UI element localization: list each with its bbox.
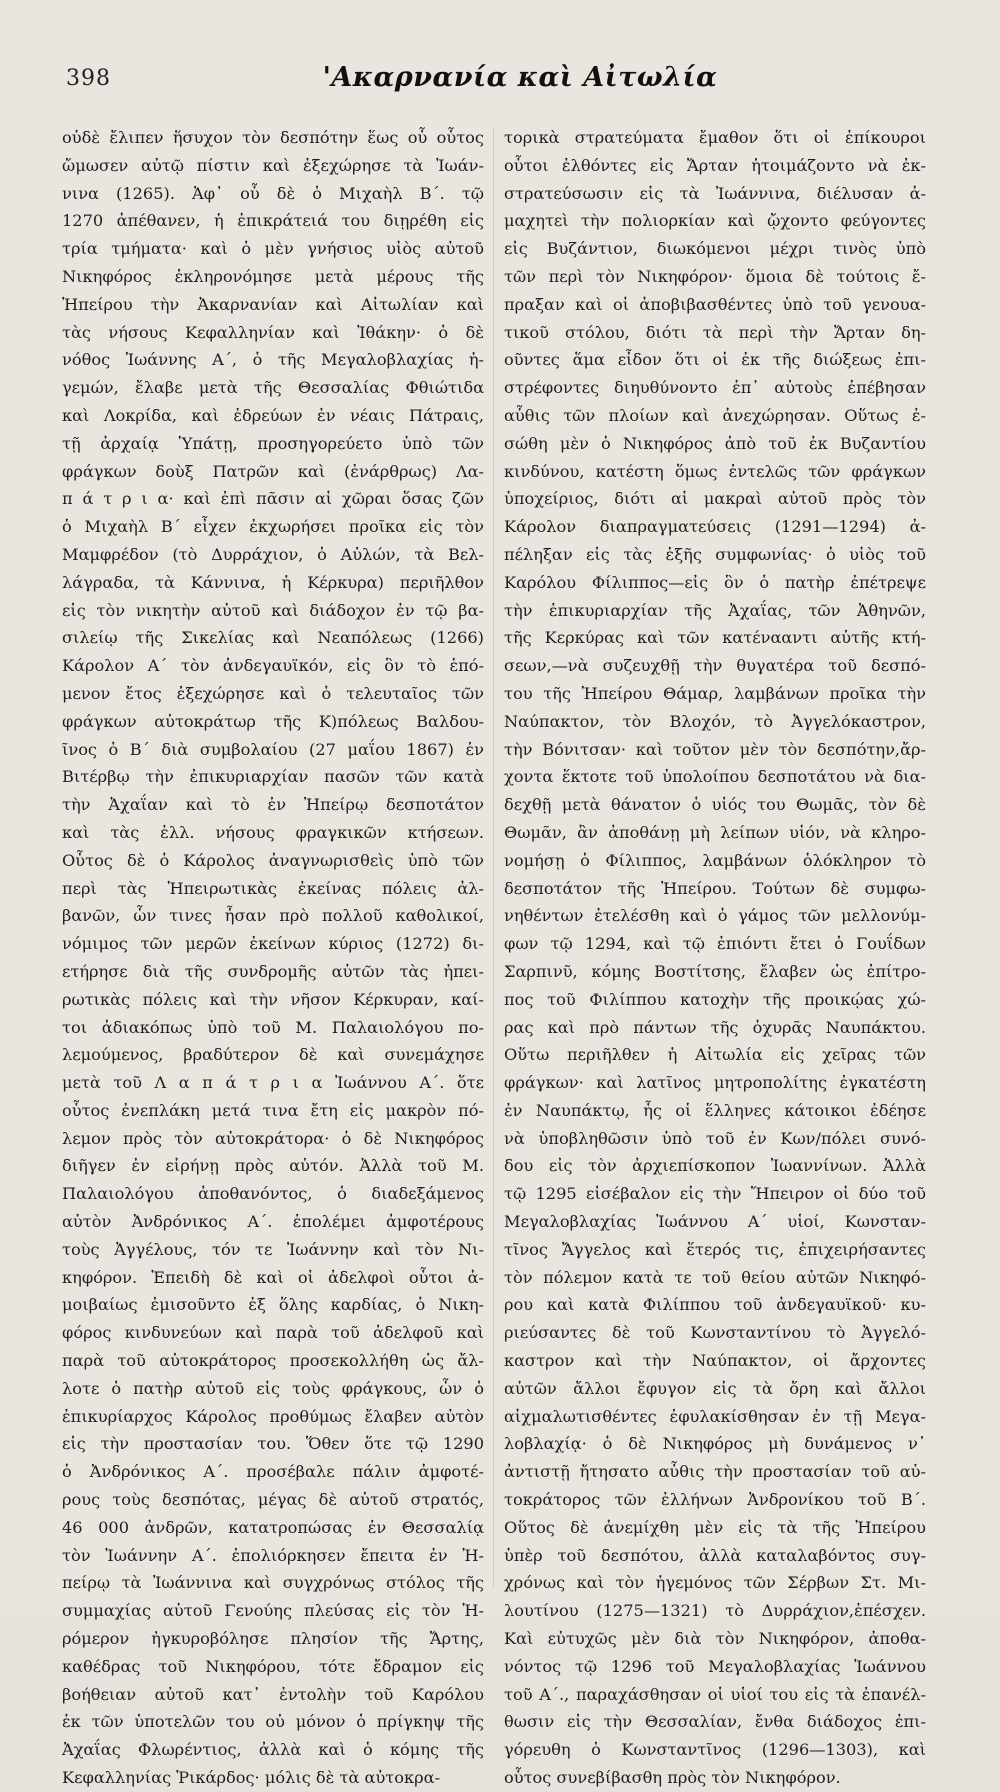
right-column-line: φων τῷ 1294, καὶ τῷ ἐπιόντι ἔτει ὁ Γουΐδων: [504, 934, 926, 954]
left-column-line: τοι ἀδιακόπως ὑπὸ τοῦ Μ. Παλαιολόγου πο-: [62, 1017, 484, 1037]
left-column-line: ἐκ τῶν ὑποτελῶν του οὐ μόνον ὁ πρίγκηψ τῆς: [62, 1712, 484, 1732]
left-column-line: λάγραδα, τὰ Κάννινα, ἡ Κέρκυρα) περιῆλθον: [62, 572, 484, 592]
right-column-line: γόρευθη ὁ Κωνσταντῖνος (1296—1303), καὶ: [504, 1740, 926, 1760]
right-column-line: ρας καὶ πρὸ πάντων τῆς ὀχυρᾶς Ναυπάκτου.: [504, 1017, 926, 1037]
right-column-line: νηθέντων ἐτελέσθη καὶ ὁ γάμος τῶν μελλονύμ-: [504, 906, 926, 926]
right-column-line: δεσποτάτον τῆς Ἠπείρου. Τούτων δὲ συμφω-: [504, 878, 926, 898]
left-column-line: καθέδρας τοῦ Νικηφόρου, τότε ἔδραμον εἰς: [62, 1656, 484, 1676]
right-column-line: Οὕτω περιῆλθεν ἡ Αἰτωλία εἰς χεῖρας τῶν: [504, 1045, 926, 1065]
right-column-line: χοντα ἕκτοτε τοῦ ὑπολοίπου δεσποτάτου νὰ δια-: [504, 767, 926, 787]
left-column: [62, 124, 484, 1792]
right-column-line: ὑπὲρ τοῦ δεσπότου, ἀλλὰ καταλαβόντος συγ-: [504, 1545, 926, 1565]
right-column-line: Καρόλου Φίλιππος—εἰς ὃν ὁ πατὴρ ἐπέτρεψε: [504, 572, 926, 592]
left-column-line: μενον ἔτος ἐξεχώρησε καὶ ὁ τελευταῖος τῶν: [62, 683, 484, 703]
left-column-line: νόθος Ἰωάννης Α΄, ὁ τῆς Μεγαλοβλαχίας ἡ-: [62, 350, 484, 370]
right-column-line: ἀντιστῇ ἤτησατο αὖθις τὴν προστασίαν τοῦ αὐ-: [504, 1462, 926, 1482]
left-column-line: ετήρησε διὰ τῆς συνδρομῆς αὐτῶν τὰς ἠπει-: [62, 961, 484, 981]
right-column-line: Μεγαλοβλαχίας Ἰωάννου Α΄ υἱοί, Κωνσταν-: [504, 1212, 926, 1232]
left-column-line: οὐδὲ ἔλιπεν ἥσυχον τὸν δεσπότην ἕως οὗ οὗτος: [62, 128, 484, 147]
left-column-line: περὶ τὰς Ἠπειρωτικὰς ἐκείνας πόλεις ἀλ-: [62, 878, 484, 898]
left-column-line: πείρῳ τὰ Ἰωάννινα καὶ συγχρόνως στόλος τῆς: [62, 1573, 484, 1593]
left-column-line: Παλαιολόγου ἀποθανόντος, ὁ διαδεξάμενος: [62, 1184, 484, 1204]
right-column-line: τὴν ἐπικυριαρχίαν τῆς Ἀχαΐας, τῶν Ἀθηνῶν,: [504, 600, 926, 620]
left-column-line: φράγκων αὐτοκράτωρ τῆς Κ)πόλεως Βαλδου-: [62, 711, 484, 731]
right-column-line: τὴν Βόνιτσαν· καὶ τοῦτον μὲν τὸν δεσπότην,ἄρ-: [504, 739, 926, 759]
right-column-line: ριεύσαντες δὲ τοῦ Κωνσταντίνου τὸ Ἀγγελό-: [504, 1323, 926, 1343]
right-column-line: θωσιν εἰς τὴν Θεσσαλίαν, ἔνθα διάδοχος ἐπι-: [504, 1712, 926, 1732]
right-column-line: Σαρπινῦ, κόμης Βοστίτσης, ἔλαβεν ὡς ἐπίτρο-: [504, 961, 926, 981]
left-column-line: γεμών, ἔλαβε μετὰ τῆς Θεσσαλίας Φθιώτιδα: [62, 378, 484, 398]
left-column-line: αὐτὸν Ἀνδρόνικος Α΄. ἐπολέμει ἀμφοτέρους: [62, 1212, 484, 1232]
left-column-line: τῇ ἀρχαίᾳ Ὑπάτῃ, προσηγορεύετο ὑπὸ τῶν: [62, 433, 484, 453]
left-column-line: εἰς τὸν νικητὴν αὐτοῦ καὶ διάδοχον ἐν τῷ βα-: [62, 600, 484, 620]
left-column-line: Νικηφόρος ἐκληρονόμησε μετὰ μέρους τῆς: [62, 266, 484, 286]
right-column-line: νόντος τῷ 1296 τοῦ Μεγαλοβλαχίας Ἰωάννου: [504, 1656, 926, 1676]
left-column-line: φόρος κινδυνεύων καὶ παρὰ τοῦ ἀδελφοῦ καὶ: [62, 1323, 484, 1343]
left-column-line: Μαμφρέδον (τὸ Δυρράχιον, ὁ Αὐλών, τὰ Βελ-: [62, 544, 484, 564]
left-column-line: εἰς τὴν προστασίαν του. Ὅθεν ὅτε τῷ 1290: [62, 1434, 484, 1454]
right-column-line: σώθη μὲν ὁ Νικηφόρος ἀπὸ τοῦ ἐκ Βυζαντίου: [504, 433, 926, 453]
left-column-line: Κάρολον Α΄ τὸν ἀνδεγαυϊκόν, εἰς ὃν τὸ ἑπό-: [62, 656, 484, 676]
right-column-line: χρόνως καὶ τὸν ἡγεμόνος τῶν Σέρβων Στ. Μι-: [504, 1573, 926, 1593]
right-column-line: μαχητεὶ τὴν πολιορκίαν καὶ ᾤχοντο φεύγοντες: [504, 211, 926, 231]
left-column-line: μετὰ τοῦ Λ α π ά τ ρ ι α Ἰωάννου Α΄. ὅτε: [62, 1073, 484, 1093]
right-column-line: στρατεύσωσιν εἰς τὰ Ἰωάννινα, διέλυσαν ἀ-: [504, 183, 926, 203]
page-header: [0, 58, 1000, 98]
right-column-line: τικοῦ στόλου, διότι τὰ περὶ τὴν Ἄρταν δη-: [504, 322, 926, 342]
left-column-line: ὁ Μιχαὴλ Β΄ εἶχεν ἐκχωρήσει προῖκα εἰς τὸν: [62, 517, 484, 537]
right-column-line: του τῆς Ἠπείρου Θάμαρ, λαμβάνων προῖκα τὴν: [504, 683, 926, 703]
left-column-line: μοιβαίως ἐμισοῦντο ἐξ ὅλης καρδίας, ὁ Νικη-: [62, 1295, 484, 1315]
right-column-line: νομήσῃ ὁ Φίλιππος, λαμβάνων ὁλόκληρον τὸ: [504, 850, 926, 870]
left-column-line: φράγκων δοὺξ Πατρῶν καὶ (ἐνάρθρως) Λα-: [62, 461, 484, 481]
left-column-line: τὴν Ἀχαΐαν καὶ τὸ ἐν Ἠπείρῳ δεσποτάτον: [62, 795, 484, 815]
left-column-line: νινα (1265). Ἀφ᾽ οὗ δὲ ὁ Μιχαὴλ Β΄. τῷ: [62, 183, 484, 203]
left-column-line: λοτε ὁ πατὴρ αὐτοῦ εἰς τοὺς φράγκους, ὧν ὁ: [62, 1378, 484, 1398]
left-column-line: λεμον πρὸς τὸν αὐτοκράτορα· ὁ δὲ Νικηφόρος: [62, 1128, 484, 1148]
right-column-line: οῦντες ἅμα εἶδον ὅτι οἱ ἐκ τῆς διώξεως ἐπι-: [504, 350, 926, 370]
left-column-line: παρὰ τοῦ αὐτοκράτορος προσεκολλήθη ὡς ἄλ-: [62, 1351, 484, 1371]
right-column-line: Οὕτος δὲ ἀνεμίχθη μὲν εἰς τὰ τῆς Ἠπείρου: [504, 1517, 926, 1537]
left-column-line: ρόμερον ἠγκυροβόλησε πλησίον τῆς Ἄρτης,: [62, 1629, 484, 1649]
right-column-line: τῆς Κερκύρας καὶ τῶν κατένααντι αὐτῆς κτή-: [504, 628, 926, 648]
right-column-line: οὗτος συνεβίβασθη πρὸς τὸν Νικηφόρον.: [504, 1768, 841, 1788]
right-column-line: φράγκων· καὶ λατῖνος μητροπολίτης ἐγκατέστη: [504, 1073, 926, 1093]
left-column-line: ρους τοὺς δεσπότας, μέγας δὲ αὐτοῦ στρατός,: [62, 1490, 484, 1510]
right-column-line: αὖθις τῶν πλοίων καὶ ἀνεχώρησαν. Οὕτως ἐ-: [504, 405, 926, 425]
right-column-line: τοκράτορος τῶν ἑλλήνων Ἀνδρονίκου τοῦ Β΄.: [504, 1490, 926, 1510]
left-column-line: βανῶν, ὧν τινες ἦσαν πρὸ πολλοῦ καθολικοί,: [62, 906, 484, 926]
right-column-line: στρέφοντες διηυθύνοντο ἐπ᾽ αὐτοὺς ἐπέβησαν: [504, 378, 926, 398]
left-column-line: καὶ τὰς ἑλλ. νήσους φραγκικῶν κτήσεων.: [62, 822, 484, 842]
right-column-line: τορικὰ στρατεύματα ἔμαθον ὅτι οἱ ἐπίκουροι: [504, 128, 926, 147]
left-column-line: τὸν Ἰωάννην Α΄. ἐπολιόρκησεν ἔπειτα ἐν Ἠ-: [62, 1545, 484, 1565]
left-column-line: Ἀχαΐας Φλωρέντιος, ἀλλὰ καὶ ὁ κόμης τῆς: [62, 1740, 484, 1760]
right-column-line: τῶν περὶ τὸν Νικηφόρον· ὅμοια δὲ τούτοις ἔ-: [504, 266, 926, 286]
left-column-line: σιλείῳ τῆς Σικελίας καὶ Νεαπόλεως (1266): [62, 628, 484, 648]
column-divider: [493, 128, 494, 1588]
left-column-line: ἐπικυρίαρχος Κάρολος προθύμως ἔλαβεν αὐτὸν: [62, 1406, 484, 1426]
right-column-line: αἰχμαλωτισθέντες ἐφυλακίσθησαν ἐν τῇ Μεγα-: [504, 1406, 926, 1426]
right-column-line: ἐν Ναυπάκτῳ, ἧς οἱ ἕλληνες κάτοικοι ἐδέησε: [504, 1100, 926, 1120]
left-column-line: τὰς νήσους Κεφαλληνίαν καὶ Ἰθάκην· ὁ δὲ: [62, 322, 484, 342]
right-column-line: πος τοῦ Φιλίππου κατοχὴν τῆς προικῴας χώ-: [504, 989, 926, 1009]
left-column-line: διῆγεν ἐν εἰρήνῃ πρὸς αὐτόν. Ἀλλὰ τοῦ Μ.: [62, 1156, 484, 1176]
left-column-line: ὤμωσεν αὐτῷ πίστιν καὶ ἐξεχώρησε τὰ Ἰωάν-: [62, 155, 484, 175]
left-column-line: Οὗτος δὲ ὁ Κάρολος ἀναγνωρισθεὶς ὑπὸ τῶν: [62, 850, 484, 870]
right-column-line: τὸν πόλεμον κατὰ τε τοῦ θείου αὐτῶν Νικηφό-: [504, 1267, 926, 1287]
right-column-line: κινδύνου, κατέστη ὅμως ἐντελῶς τῶν φράγκων: [504, 461, 926, 481]
right-column-line: Κάρολον διαπραγματεύσεις (1291—1294) ἀ-: [504, 517, 926, 537]
right-column-line: δεχθῇ μετὰ θάνατον ὁ υἱός του Θωμᾶς, τὸν δὲ: [504, 795, 926, 815]
left-column-line: 1270 ἀπέθανεν, ἡ ἐπικράτειά του διῃρέθη εἰς: [62, 211, 484, 231]
left-column-line: νόμιμος τῶν μερῶν ἐκείνων κύριος (1272) δι-: [62, 934, 484, 954]
right-column-line: εἰς Βυζάντιον, διωκόμενοι μέχρι τινὸς ὑπὸ: [504, 239, 926, 259]
left-column-line: ῖνος ὁ Β΄ διὰ συμβολαίου (27 μαΐου 1867) ἐν: [62, 739, 484, 759]
right-column-line: τῷ 1295 εἰσέβαλον εἰς τὴν Ἤπειρον οἱ δύο τοῦ: [504, 1184, 926, 1204]
left-column-line: ρωτικὰς πόλεις καὶ τὴν νῆσον Κέρκυραν, καί-: [62, 989, 484, 1009]
right-column-line: σεων,—νὰ συζευχθῇ τὴν θυγατέρα τοῦ δεσπό-: [504, 656, 926, 676]
right-column-line: πέληξαν εἰς τὰς ἑξῆς συμφωνίας· ὁ υἱὸς τοῦ: [504, 544, 926, 564]
right-column-line: ρου καὶ κατὰ Φιλίππου τοῦ ἀνδεγαυϊκοῦ· κυ-: [504, 1295, 926, 1315]
left-column-line: οὗτος ἐνεπλάκη μετά τινα ἔτη εἰς μακρὸν πό-: [62, 1100, 484, 1120]
right-column-line: πραξαν καὶ οἱ ἀποβιβασθέντες ὑπὸ τοῦ γενουα-: [504, 294, 926, 314]
right-column-line: ὑποχείριος, διότι αἱ μακραὶ αὐτοῦ πρὸς τὸν: [504, 489, 926, 509]
left-column-line: καὶ Λοκρίδα, καὶ ἑδρεύων ἐν νέαις Πάτραις,: [62, 405, 484, 425]
left-column-line: συμμαχίας αὐτοῦ Γενούης πλεύσας εἰς τὸν Ἠ-: [62, 1601, 484, 1621]
running-title: 'Ακαρνανία καὶ Αἰτωλία: [322, 62, 718, 93]
right-column-line: νὰ ὑποβληθῶσιν ὑπὸ τοῦ ἐν Κων/πόλει συνό-: [504, 1128, 926, 1148]
left-column-line: κηφόρον. Ἐπειδὴ δὲ καὶ οἱ ἀδελφοὶ οὗτοι ἀ-: [62, 1267, 484, 1287]
left-column-line: ὁ Ἀνδρόνικος Α΄. προσέβαλε πάλιν ἀμφοτέ-: [62, 1462, 484, 1482]
right-column-line: δου εἰς τὸν ἀρχιεπίσκοπον Ἰωαννίνων. Ἀλλὰ: [504, 1156, 926, 1176]
right-column-line: Θωμᾶν, ἂν ἀποθάνῃ μὴ λείπων υἱόν, νὰ κληρο-: [504, 822, 926, 842]
left-column-line: Βιτέρβῳ τὴν ἐπικυριαρχίαν πασῶν τῶν κατὰ: [62, 767, 484, 787]
left-column-line: λεμούμενος, βραδύτερον δὲ καὶ συνεμάχησε: [62, 1045, 484, 1065]
right-column-line: λοβλαχίᾳ· ὁ δὲ Νικηφόρος μὴ δυνάμενος ν᾽: [504, 1434, 926, 1454]
right-column-line: λουτίνου (1275—1321) τὸ Δυρράχιον,ἐπέσχεν.: [504, 1601, 926, 1621]
right-column-line: Ναύπακτον, τὸν Βλοχόν, τὸ Ἀγγελόκαστρον,: [504, 711, 926, 731]
right-column-line: καστρον καὶ τὴν Ναύπακτον, οἱ ἄρχοντες: [504, 1351, 926, 1371]
right-column-line: Καὶ εὐτυχῶς μὲν διὰ τὸν Νικηφόρον, ἀποθα-: [504, 1629, 926, 1649]
right-column: [504, 124, 926, 1792]
left-column-line: τρία τμήματα· καὶ ὁ μὲν γνήσιος υἱὸς αὐτοῦ: [62, 239, 484, 259]
right-column-line: οὗτοι ἐλθόντες εἰς Ἄρταν ἡτοιμάζοντο νὰ ἐκ-: [504, 155, 926, 175]
left-column-line: Ἠπείρου τὴν Ἀκαρνανίαν καὶ Αἰτωλίαν καὶ: [62, 294, 484, 314]
right-column-line: τῖνος Ἄγγελος καὶ ἕτερός τις, ἐπιχειρήσαντες: [504, 1239, 926, 1259]
left-column-line: 46 000 ἀνδρῶν, κατατροπώσας ἐν Θεσσαλίᾳ: [62, 1517, 484, 1537]
left-column-line: βοήθειαν αὐτοῦ κατ᾽ ἐντολὴν τοῦ Καρόλου: [62, 1684, 484, 1704]
left-column-line: Κεφαλληνίας Ῥικάρδος· μόλις δὲ τὰ αὐτοκρα-: [62, 1768, 441, 1788]
right-column-line: τοῦ Α΄., παραχάσθησαν οἱ υἱοί του εἰς τὰ ἐπανέλ-: [504, 1684, 926, 1704]
left-column-line: π ά τ ρ ι α· καὶ ἐπὶ πᾶσιν αἱ χῶραι ὅσας ζῶν: [62, 489, 484, 509]
left-column-line: τοὺς Ἀγγέλους, τόν τε Ἰωάννην καὶ τὸν Νι-: [62, 1239, 484, 1259]
page-number: 398: [66, 66, 111, 91]
right-column-line: αὐτῶν ἄλλοι ἔφυγον εἰς τὰ ὄρη καὶ ἄλλοι: [504, 1378, 926, 1398]
